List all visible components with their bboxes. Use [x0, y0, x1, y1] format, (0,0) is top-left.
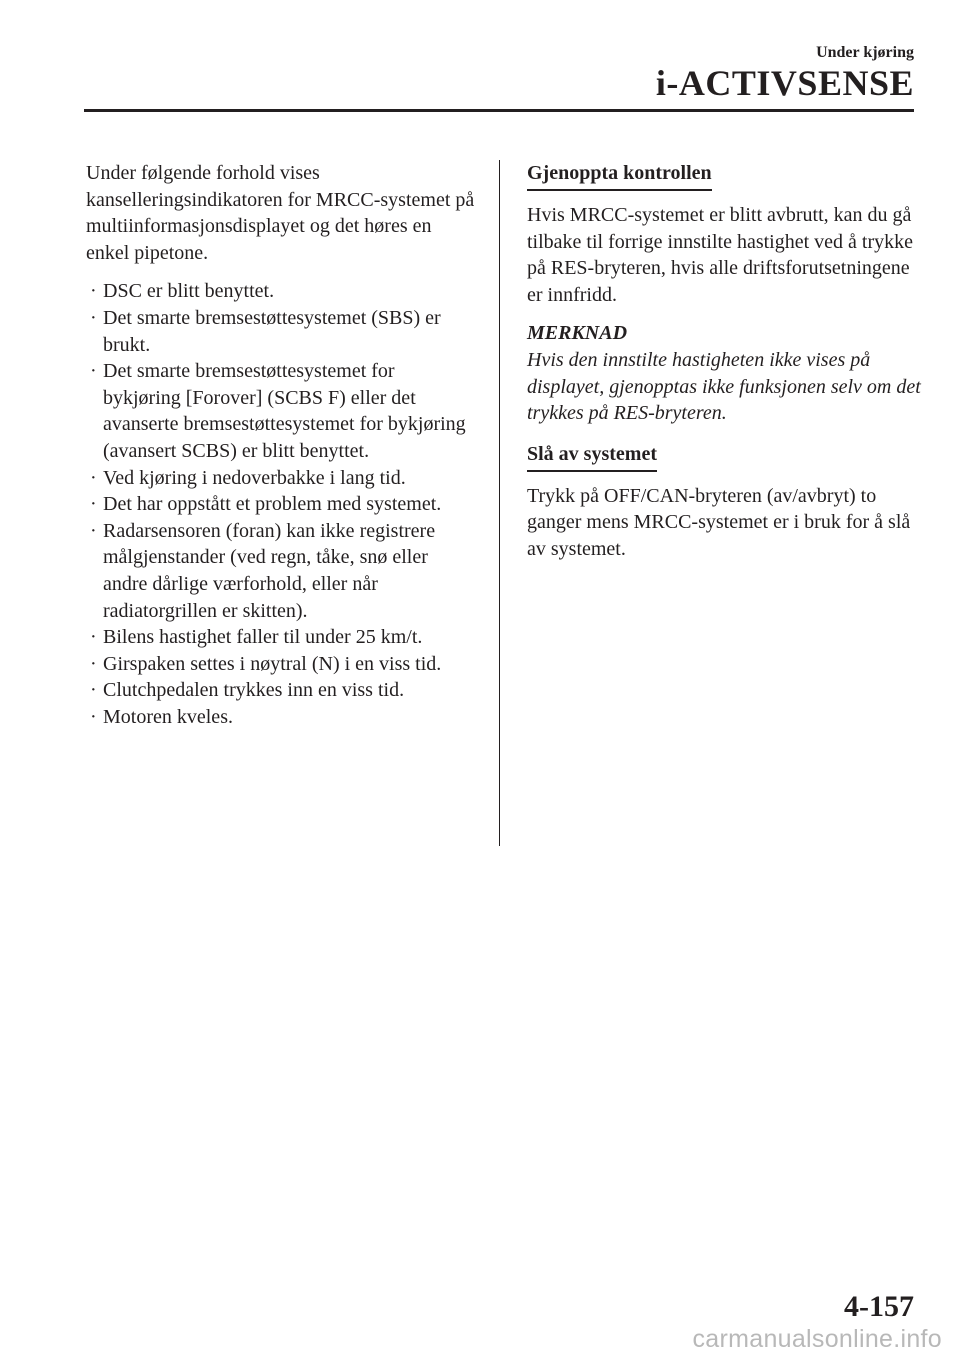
off-heading: Slå av systemet [527, 441, 657, 472]
header-section-title: Under kjøring [816, 44, 914, 61]
header-chapter-title: i-ACTIVSENSE [655, 63, 914, 103]
resume-heading: Gjenoppta kontrollen [527, 160, 712, 191]
list-item: · Radarsensoren (foran) kan ikke registrere målgjenstander (ved regn, tåke, snø eller andre dårlige værforhold, eller når radiatorgrillen er skitten). [90, 519, 436, 622]
header-rule [84, 109, 914, 112]
bullet-icon: · [90, 466, 97, 489]
bullet-icon: · [90, 280, 97, 303]
note-paragraph: Hvis den innstilte hastigheten ikke vises på displayet, gjenopptas ikke funksjonen selv om det trykkes på RES-bryteren. [527, 348, 921, 425]
condition-list [86, 278, 476, 730]
bullet-icon: · [90, 705, 97, 728]
note-title: MERKNAD [527, 322, 628, 345]
list-item: · Bilens hastighet faller til under 25 km/t. [86, 624, 476, 651]
list-item: · Det smarte bremsestøttesystemet for bykjøring [Forover] (SCBS F) eller det avanserte bremsestøttesystemet for bykjøring (avansert SCBS) er blitt benyttet. [90, 360, 466, 462]
right-column [527, 160, 927, 575]
list-item: · Det har oppstått et problem med systemet. [86, 491, 476, 518]
list-item: · DSC er blitt benyttet. [86, 278, 476, 305]
list-item: · Det smarte bremsestøttesystemet (SBS) er brukt. [90, 306, 441, 356]
list-item: · Girspaken settes i nøytral (N) i en viss tid. [86, 651, 476, 678]
resume-paragraph: Hvis MRCC-systemet er blitt avbrutt, kan du gå tilbake til forrige innstilte hastighet ved å trykke på RES-bryteren, hvis alle driftsforutsetningene er innfridd. [527, 204, 914, 306]
page-number: 4-157 [844, 1290, 914, 1323]
list-item: · Clutchpedalen trykkes inn en viss tid. [86, 677, 476, 704]
list-item: · Motoren kveles. [86, 704, 476, 731]
off-paragraph: Trykk på OFF/CAN-bryteren (av/avbryt) to ganger mens MRCC-systemet er i bruk for å slå av systemet. [527, 484, 911, 560]
intro-paragraph: Under følgende forhold vises kanselleringsindikatoren for MRCC-systemet på multiinformasjonsdisplayet og det høres en enkel pipetone. [86, 162, 475, 264]
bullet-icon: · [90, 306, 97, 329]
bullet-icon: · [90, 679, 97, 702]
watermark: carmanualsonline.info [692, 1325, 942, 1353]
column-divider [499, 160, 500, 846]
bullet-icon: · [90, 626, 97, 649]
bullet-icon: · [90, 652, 97, 675]
bullet-icon: · [90, 519, 97, 542]
bullet-icon: · [90, 493, 97, 516]
list-item: · Ved kjøring i nedoverbakke i lang tid. [86, 465, 476, 492]
bullet-icon: · [90, 360, 97, 383]
left-column [86, 160, 476, 730]
